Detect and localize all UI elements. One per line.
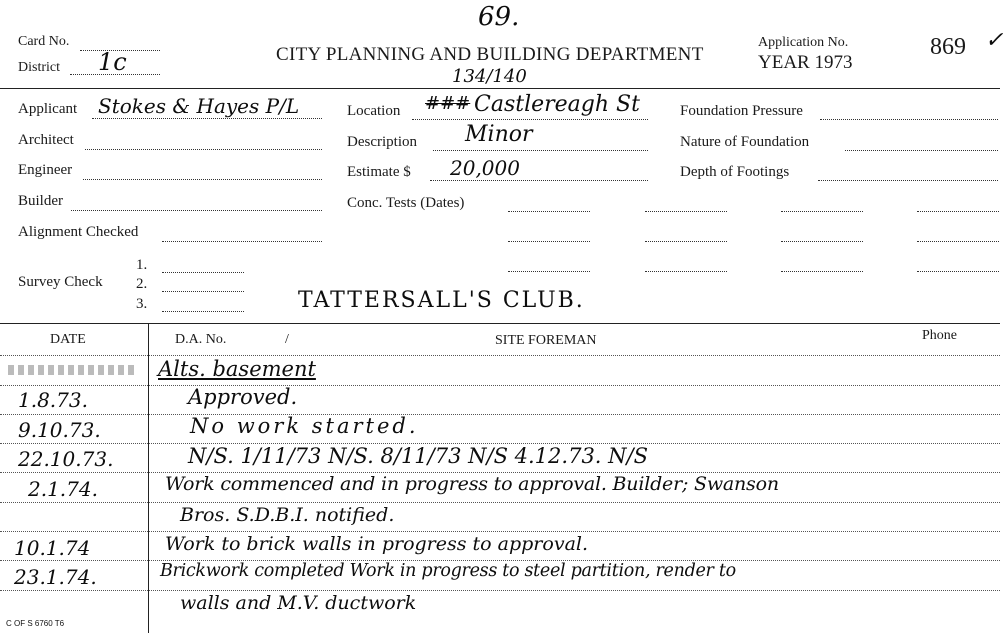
table-row-text: Bros. S.D.B.I. notified. (180, 504, 395, 526)
location-struck: ### (425, 93, 471, 114)
architect-field (85, 149, 322, 150)
table-row-text: No work started. (190, 414, 419, 438)
date-column-divider (148, 323, 149, 633)
applicant-label: Applicant (18, 101, 78, 117)
foundation-pressure-field (820, 119, 998, 120)
nature-foundation-field (845, 150, 998, 151)
location-field (412, 119, 648, 120)
alignment-field (162, 241, 322, 242)
description-value: Minor (465, 122, 533, 147)
foreman-header: SITE FOREMAN (495, 333, 597, 348)
table-row-date: 22.10.73. (18, 447, 114, 471)
form-code: C OF S 6760 T6 (6, 619, 65, 628)
survey-num-1: 1. (136, 257, 148, 273)
table-row-text: Work to brick walls in progress to approval. (165, 533, 589, 555)
table-row-text: N/S. 1/11/73 N/S. 8/11/73 N/S 4.12.73. N/S (188, 444, 648, 468)
builder-label: Builder (18, 193, 63, 209)
description-field (433, 150, 648, 151)
location-value: Castlereagh St (474, 92, 640, 117)
depth-footings-label: Depth of Footings (680, 164, 790, 180)
district-value: 1c (98, 48, 127, 76)
table-row-date: 1.8.73. (18, 388, 88, 412)
phone-header: Phone (922, 328, 957, 343)
engineer-label: Engineer (18, 162, 73, 178)
survey-label: Survey Check (18, 274, 103, 290)
year-label: YEAR 1973 (758, 52, 853, 73)
application-no-label: Application No. (758, 35, 849, 50)
description-label: Description (347, 134, 417, 150)
conc-tests-label: Conc. Tests (Dates) (347, 195, 465, 211)
alignment-label: Alignment Checked (18, 224, 139, 240)
table-row-text: Approved. (188, 385, 298, 409)
da-slash: / (285, 332, 289, 347)
engineer-field (83, 179, 322, 180)
depth-footings-field (818, 180, 998, 181)
survey-num-2: 2. (136, 276, 148, 292)
builder-field (71, 210, 322, 211)
survey-field-3 (162, 311, 244, 312)
survey-field-1 (162, 272, 244, 273)
table-row-date: 2.1.74. (28, 477, 98, 501)
faded-date-mark (8, 365, 136, 375)
survey-num-3: 3. (136, 296, 148, 312)
application-no-value: 869 (930, 34, 966, 60)
table-row-text: Brickwork completed Work in progress to steel partition, render to (160, 561, 736, 581)
table-top-rule (0, 323, 1000, 324)
table-row-text: Work commenced and in progress to approval. Builder; Swanson (165, 473, 779, 495)
applicant-value: Stokes & Hayes P/L (98, 94, 300, 118)
district-label: District (18, 60, 60, 75)
department-title: CITY PLANNING AND BUILDING DEPARTMENT (276, 44, 704, 65)
table-row-date: 9.10.73. (18, 418, 101, 442)
date-header: DATE (50, 332, 86, 347)
estimate-value: 20,000 (450, 156, 520, 180)
card-no-label: Card No. (18, 34, 70, 49)
header-rule (0, 88, 1000, 89)
nature-foundation-label: Nature of Foundation (680, 134, 810, 150)
architect-label: Architect (18, 132, 74, 148)
table-row-date: 10.1.74 (14, 536, 91, 560)
table-row-text: walls and M.V. ductwork (180, 592, 417, 614)
estimate-label: Estimate $ (347, 164, 411, 180)
top-number: 69. (478, 2, 520, 32)
foundation-pressure-label: Foundation Pressure (680, 103, 803, 119)
table-row-date: 23.1.74. (14, 565, 97, 589)
table-row-text: Alts. basement (158, 357, 316, 381)
estimate-field (430, 180, 648, 181)
club-note: TATTERSALL'S CLUB. (298, 288, 585, 313)
location-label: Location (347, 103, 401, 119)
applicant-field (92, 118, 322, 119)
da-header: D.A. No. (175, 332, 227, 347)
survey-field-2 (162, 291, 244, 292)
location-numbers: 134/140 (452, 66, 527, 87)
tick-mark: ✓ (985, 28, 1003, 53)
